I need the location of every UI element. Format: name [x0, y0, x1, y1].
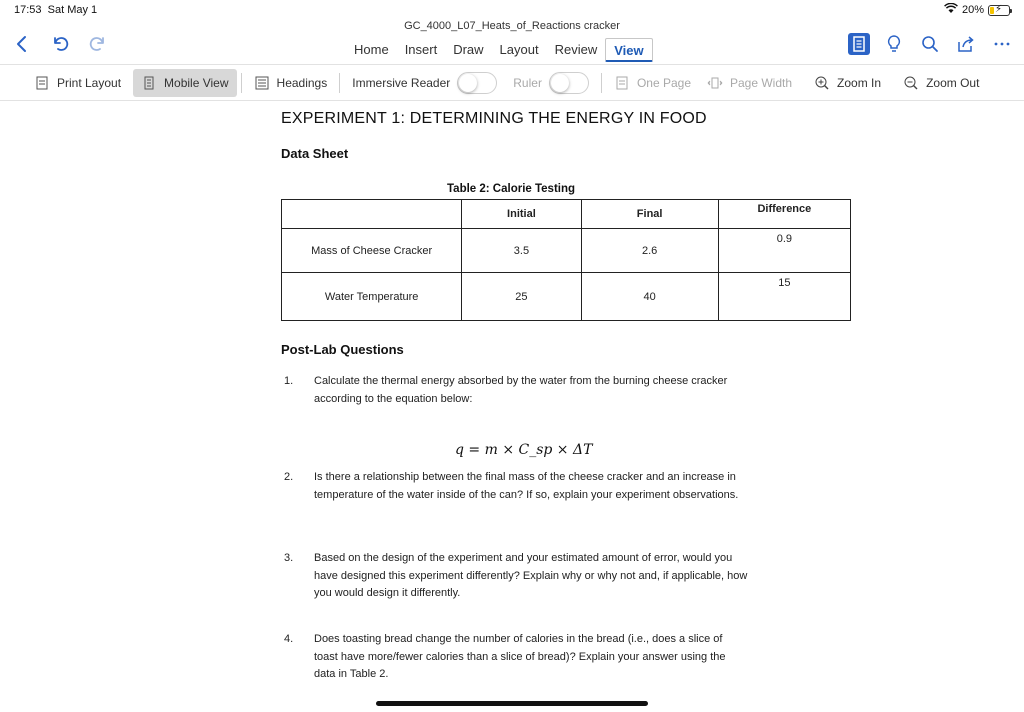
document-title: GC_4000_L07_Heats_of_Reactions cracker: [404, 20, 620, 32]
tab-draw[interactable]: Draw: [453, 42, 484, 57]
back-icon[interactable]: [10, 32, 34, 56]
redo-icon[interactable]: [86, 32, 110, 56]
zoom-in-button[interactable]: [806, 69, 889, 97]
document-mode-icon[interactable]: [848, 33, 870, 55]
ribbon-divider: [241, 73, 242, 93]
table-row: [282, 273, 851, 321]
zoom-out-button[interactable]: [895, 69, 987, 97]
undo-icon[interactable]: [48, 32, 72, 56]
ribbon-divider: [601, 73, 602, 93]
zoom-in-label: Zoom In: [837, 75, 882, 90]
question-number: 2.: [284, 471, 294, 483]
thermal-energy-equation: q = m × C_sp × ΔT: [455, 442, 593, 458]
experiment-heading: EXPERIMENT 1: DETERMINING THE ENERGY IN FOOD: [281, 110, 707, 127]
charging-bolt-icon: ⚡: [995, 3, 1003, 15]
table-cell-initial: 3.5: [462, 229, 581, 273]
status-time: [14, 4, 97, 16]
table-cell-final: 40: [581, 273, 718, 321]
question-number: 4.: [284, 633, 294, 645]
page-width-icon: [707, 75, 723, 91]
question-text: Does toasting bread change the number of calories in the bread (i.e., does a slice of toast have more/fewer calories than a slice of bread)? Explain your answer using the data in Table 2.: [314, 633, 726, 680]
question-4: [284, 631, 749, 684]
print-layout-icon: [34, 75, 50, 91]
ribbon-divider: [339, 73, 340, 93]
mobile-view-button[interactable]: [133, 69, 236, 97]
ruler-toggle[interactable]: [549, 72, 589, 94]
question-text: Based on the design of the experiment and your estimated amount of error, would you have designed this experiment differently? Explain why or why not and, if applicable, how you would design it differently.: [314, 552, 748, 599]
one-page-icon: [614, 75, 630, 91]
ribbon-tabs: [346, 38, 653, 62]
one-page-label: One Page: [636, 75, 691, 90]
table-header-blank: [282, 200, 462, 229]
page-width-label: Page Width: [730, 75, 793, 90]
question-2: [284, 469, 749, 504]
table-header-final: Final: [581, 200, 718, 229]
table-header-difference: Difference: [718, 200, 850, 229]
table-cell-difference: 15: [718, 273, 850, 321]
one-page-button[interactable]: [606, 69, 699, 97]
postlab-heading: Post-Lab Questions: [281, 342, 404, 357]
print-layout-label: Print Layout: [57, 75, 122, 90]
tab-layout[interactable]: Layout: [499, 42, 539, 57]
table-cell-label: Water Temperature: [282, 273, 462, 321]
home-indicator[interactable]: [376, 701, 648, 706]
page-width-button[interactable]: [699, 69, 800, 97]
mobile-view-label: Mobile View: [164, 75, 229, 90]
top-left-toolbar: [10, 32, 110, 56]
question-text: Is there a relationship between the final mass of the cheese cracker and an increase in temperature of the water inside of the can? If so, explain your experiment observations.: [314, 471, 739, 501]
tab-review[interactable]: Review: [554, 42, 598, 57]
status-indicators: [944, 3, 1010, 17]
ruler-label: Ruler: [513, 75, 542, 90]
more-options-icon[interactable]: [990, 32, 1014, 56]
table-header-row: [282, 200, 851, 229]
question-text: Calculate the thermal energy absorbed by the water from the burning cheese cracker according to the equation below:: [314, 375, 728, 405]
zoom-out-label: Zoom Out: [926, 75, 980, 90]
table-header-initial: Initial: [462, 200, 581, 229]
calorie-table: [281, 199, 851, 321]
immersive-reader-button[interactable]: [344, 69, 505, 97]
wifi-icon: [944, 3, 958, 17]
top-right-toolbar: [848, 32, 1014, 56]
tab-insert[interactable]: Insert: [404, 42, 438, 57]
table-row: [282, 229, 851, 273]
tab-view[interactable]: View: [605, 38, 652, 62]
table-cell-difference: 0.9: [718, 229, 850, 273]
headings-icon: [254, 75, 270, 91]
immersive-reader-toggle[interactable]: [457, 72, 497, 94]
mobile-view-icon: [141, 75, 157, 91]
ruler-button[interactable]: [505, 69, 597, 97]
status-date: Sat May 1: [47, 4, 98, 16]
tab-home[interactable]: Home: [354, 42, 389, 57]
table-cell-final: 2.6: [581, 229, 718, 273]
zoom-in-icon: [814, 75, 830, 91]
question-3: [284, 550, 749, 603]
data-sheet-heading: Data Sheet: [281, 146, 349, 161]
battery-icon: [988, 5, 1010, 16]
immersive-reader-label: Immersive Reader: [352, 75, 451, 90]
battery-percent: 20%: [961, 4, 984, 16]
zoom-out-icon: [903, 75, 919, 91]
document-body[interactable]: [281, 110, 861, 680]
question-number: 3.: [284, 552, 294, 564]
battery-level: [990, 7, 994, 14]
view-ribbon: [0, 64, 1024, 101]
headings-button[interactable]: [246, 69, 336, 97]
table-cell-label: Mass of Cheese Cracker: [282, 229, 462, 273]
table-cell-initial: 25: [462, 273, 581, 321]
print-layout-button[interactable]: [26, 69, 129, 97]
share-icon[interactable]: [954, 32, 978, 56]
status-clock: 17:53: [14, 4, 42, 16]
lightbulb-icon[interactable]: [882, 32, 906, 56]
search-icon[interactable]: [918, 32, 942, 56]
headings-label: Headings: [276, 75, 328, 90]
question-number: 1.: [284, 375, 294, 387]
question-1: [284, 373, 749, 408]
table-caption: Table 2: Calorie Testing: [447, 183, 576, 195]
